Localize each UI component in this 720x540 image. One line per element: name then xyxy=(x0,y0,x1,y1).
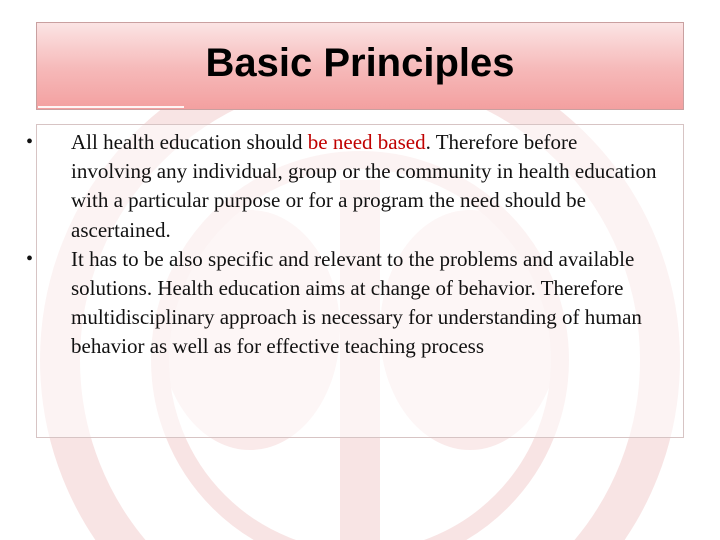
bullet-text-after: . Therefore before involving any individual, group or the community in health education with a particular purpose or for a program the need should be ascertained. xyxy=(71,130,657,242)
bullet-marker: • xyxy=(26,247,34,270)
bullet-item-need-based xyxy=(22,128,662,245)
bullet-item-specific-relevant xyxy=(22,245,662,362)
bullet-text-highlight: be need based xyxy=(307,130,426,154)
bullet-text-before: All health education should xyxy=(71,130,308,154)
bullet-text: It has to be also specific and relevant to the problems and available solutions. Health education aims at change of behavior. Therefore multidisciplinary approach is necessary for understanding of human behavior as well as for effective teaching process xyxy=(71,246,642,359)
title-banner xyxy=(36,22,684,110)
bullet-marker: • xyxy=(26,131,34,153)
title-accent-line xyxy=(38,106,184,108)
bullet-list xyxy=(22,128,662,362)
slide-title: Basic Principles xyxy=(205,40,515,85)
